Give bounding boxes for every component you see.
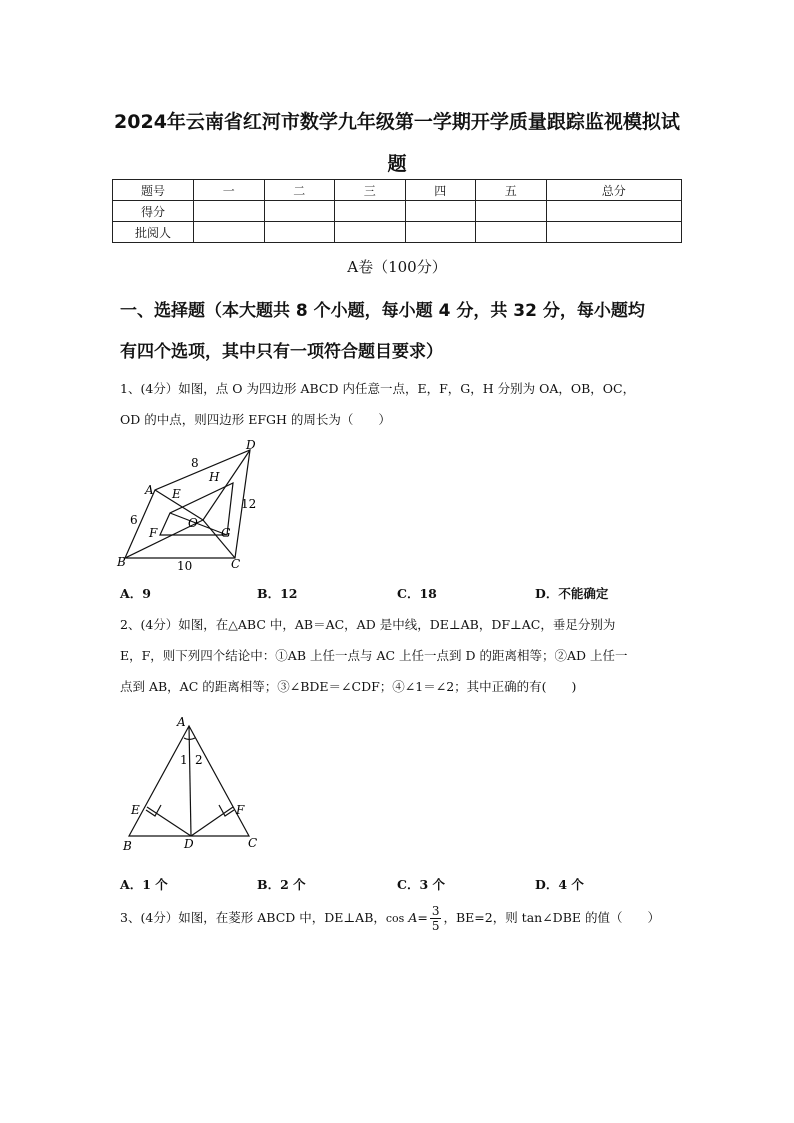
q2-line3: 点到 AB，AC 的距离相等；③∠BDE＝∠CDF；④∠1＝∠2；其中正确的有( ) [120,679,577,694]
fig1-length-cd: 12 [241,497,257,511]
q2-option-c[interactable]: C．3 个 [397,877,445,892]
score-cell [194,222,265,243]
score-cell [335,201,406,222]
table-cell: 批阅人 [113,222,194,243]
reviewer-row [113,222,682,243]
q1-option-a[interactable]: A．9 [120,586,151,601]
table-cell: 四 [405,180,476,201]
q3-fraction-numerator: 3 [431,904,440,918]
fig1-length-ab: 6 [130,513,138,527]
section-a-title: A卷（100分） [347,258,447,276]
fig1-label-f: F [149,526,158,540]
doc-title-line1: 2024年云南省红河市数学九年级第一学期开学质量跟踪监视模拟试 [114,111,680,133]
table-cell: 题号 [113,180,194,201]
q1-option-c[interactable]: C．18 [397,586,437,601]
fig2-label-f: F [236,803,245,817]
score-cell [405,222,476,243]
fig2-angle-2: 2 [195,753,203,767]
q1-option-b[interactable]: B．12 [257,586,298,601]
table-cell: 五 [476,180,547,201]
q1-text [120,373,680,435]
score-cell [476,201,547,222]
fig1-label-b: B [117,555,126,569]
q2-line1: 2、(4分）如图，在△ABC 中，AB＝AC，AD 是中线，DE⊥AB，DF⊥AC，垂足分别为 [120,617,616,632]
fig1-label-e: E [172,487,181,501]
fig2-label-e: E [131,803,140,817]
q2-option-d[interactable]: D．4 个 [535,877,584,892]
table-cell: 得分 [113,201,194,222]
score-row [113,201,682,222]
score-cell [264,201,335,222]
q3-text-after: ，BE=2，则 tan∠DBE 的值（ ） [443,910,660,925]
section1-heading-line2: 有四个选项，其中只有一项符合题目要求） [120,342,443,362]
q2-line2: E，F，则下列四个结论中：①AB 上任一点与 AC 上任一点到 D 的距离相等；②AD 上任一 [120,648,628,663]
fig1-length-ad: 8 [191,456,199,470]
score-cell [264,222,335,243]
table-cell: 二 [264,180,335,201]
table-cell: 一 [194,180,265,201]
q3-cos-var: A [408,910,418,925]
score-cell [546,201,682,222]
fig2-label-b: B [123,839,132,853]
fig1-label-g: G [221,526,231,540]
score-table [112,179,682,243]
q3-text [120,904,680,933]
q2-text [120,609,680,702]
score-cell [405,201,476,222]
fig1-label-h: H [209,470,220,484]
fig1-label-d: D [246,438,256,452]
fig1-label-o: O [188,516,198,530]
section1-heading-line1: 一、选择题（本大题共 8 个小题，每小题 4 分，共 32 分，每小题均 [120,301,645,321]
table-cell: 总分 [546,180,682,201]
q3-text-before: 3、(4分）如图，在菱形 ABCD 中，DE⊥AB， [120,910,386,925]
q1-line1: 1、(4分）如图，点 O 为四边形 ABCD 内任意一点，E，F，G，H 分别为 OA，OB，OC， [120,381,636,396]
fig1-length-bc: 10 [177,559,193,573]
table-cell: 三 [335,180,406,201]
score-table-header-row [113,180,682,201]
score-cell [194,201,265,222]
fig1-label-a: A [145,483,154,497]
doc-title-line2: 题 [387,153,407,175]
q1-option-d[interactable]: D．不能确定 [535,586,609,601]
fig2-angle-1: 1 [180,753,188,767]
q2-option-b[interactable]: B．2 个 [257,877,306,892]
score-cell [546,222,682,243]
q2-option-a[interactable]: A．1 个 [120,877,168,892]
fig2-label-a: A [177,715,186,729]
q3-equals: = [417,910,428,925]
q2-figure [115,712,265,858]
q1-figure [115,438,275,574]
q3-fraction [430,904,442,933]
q3-cos-label: cos [385,912,405,925]
q3-fraction-denominator: 5 [431,919,440,933]
fig1-label-c: C [231,557,241,571]
score-cell [335,222,406,243]
fig2-label-c: C [248,836,258,850]
q1-line2: OD 的中点，则四边形 EFGH 的周长为（ ） [120,412,391,427]
score-cell [476,222,547,243]
fig2-label-d: D [184,837,194,851]
